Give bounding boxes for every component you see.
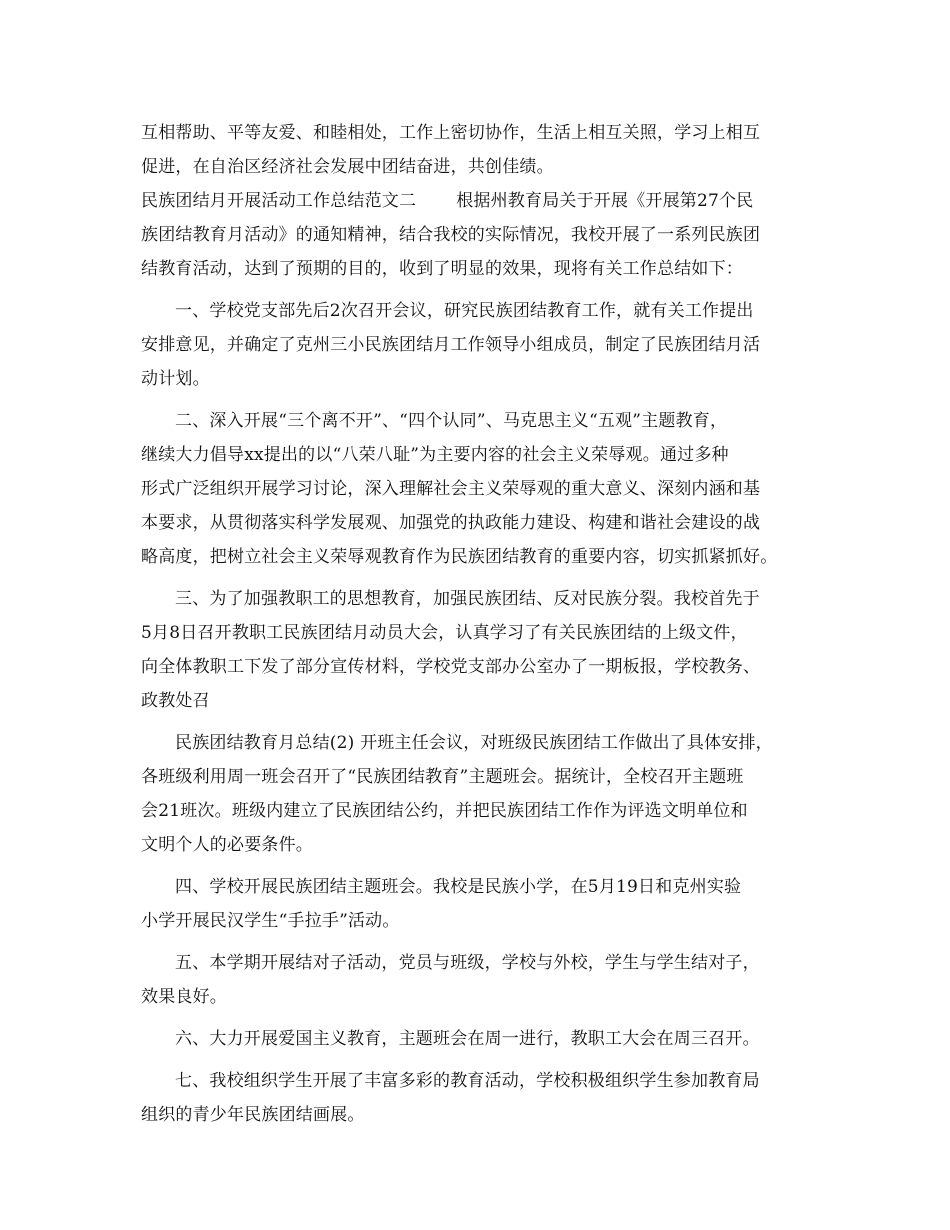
text-line: 政教处召 [141, 691, 210, 711]
text-line: 一、学校党支部先后2次召开会议，研究民族团结教育工作，就有关工作提出 [175, 301, 754, 321]
text-line: 安排意见，并确定了克州三小民族团结月工作领导小组成员，制定了民族团结月活 [141, 335, 761, 355]
text-line: 会21班次。班级内建立了民族团结公约，并把民族团结工作作为评选文明单位和 [141, 801, 748, 821]
text-line: 文明个人的必要条件。 [141, 835, 313, 855]
text-line: 五、本学期开展结对子活动，党员与班级，学校与外校，学生与学生结对子， [175, 953, 760, 973]
section-heading: 民族团结月开展活动工作总结范文二 [141, 191, 417, 211]
text-line: 三、为了加强教职工的思想教育，加强民族团结、反对民族分裂。我校首先于 [175, 589, 760, 609]
text-line: 本要求，从贯彻落实科学发展观、加强党的执政能力建设、构建和谐社会建设的战 [141, 513, 761, 533]
text-line: 民族团结教育月总结(2) 开班主任会议，对班级民族团结工作做出了具体安排， [175, 733, 773, 753]
document-body [141, 116, 821, 1132]
text-line: 动计划。 [141, 369, 210, 389]
text-line: 二、深入开展“三个离不开”、“四个认同”、马克思主义“五观”主题教育， [175, 411, 728, 431]
text-line: 四、学校开展民族团结主题班会。我校是民族小学，在5月19日和克州实验 [175, 877, 742, 897]
text-line: 小学开展民汉学生“手拉手”活动。 [141, 911, 400, 931]
text-line: 结教育活动，达到了预期的目的，收到了明显的效果，现将有关工作总结如下： [141, 259, 743, 279]
text-line: 根据州教育局关于开展《开展第27个民 [456, 191, 754, 211]
text-line: 略高度，把树立社会主义荣辱观教育作为民族团结教育的重要内容，切实抓紧抓好。 [141, 547, 778, 567]
text-line: 族团结教育月活动》的通知精神，结合我校的实际情况，我校开展了一系列民族团 [141, 225, 761, 245]
text-line: 互相帮助、平等友爱、和睦相处，工作上密切协作，生活上相互关照，学习上相互 [141, 123, 761, 143]
text-line: 效果良好。 [141, 987, 227, 1007]
text-line: 促进，在自治区经济社会发展中团结奋进，共创佳绩。 [141, 157, 554, 177]
text-line-heading [141, 184, 821, 218]
text-line: 七、我校组织学生开展了丰富多彩的教育活动，学校积极组织学生参加教育局 [175, 1071, 760, 1091]
text-line: 向全体教职工下发了部分宣传材料，学校党支部办公室办了一期板报，学校教务、 [141, 657, 761, 677]
text-line: 六、大力开展爱国主义教育，主题班会在周一进行，教职工大会在周三召开。 [175, 1029, 760, 1049]
text-line: 组织的青少年民族团结画展。 [141, 1105, 365, 1125]
text-line: 形式广泛组织开展学习讨论，深入理解社会主义荣辱观的重大意义、深刻内涵和基 [141, 479, 761, 499]
text-line: 继续大力倡导xx提出的以“八荣八耻”为主要内容的社会主义荣辱观。通过多种 [141, 445, 729, 465]
text-line: 各班级利用周一班会召开了“民族团结教育”主题班会。据统计，全校召开主题班 [141, 767, 744, 787]
text-line: 5月8日召开教职工民族团结月动员大会，认真学习了有关民族团结的上级文件， [141, 623, 748, 643]
